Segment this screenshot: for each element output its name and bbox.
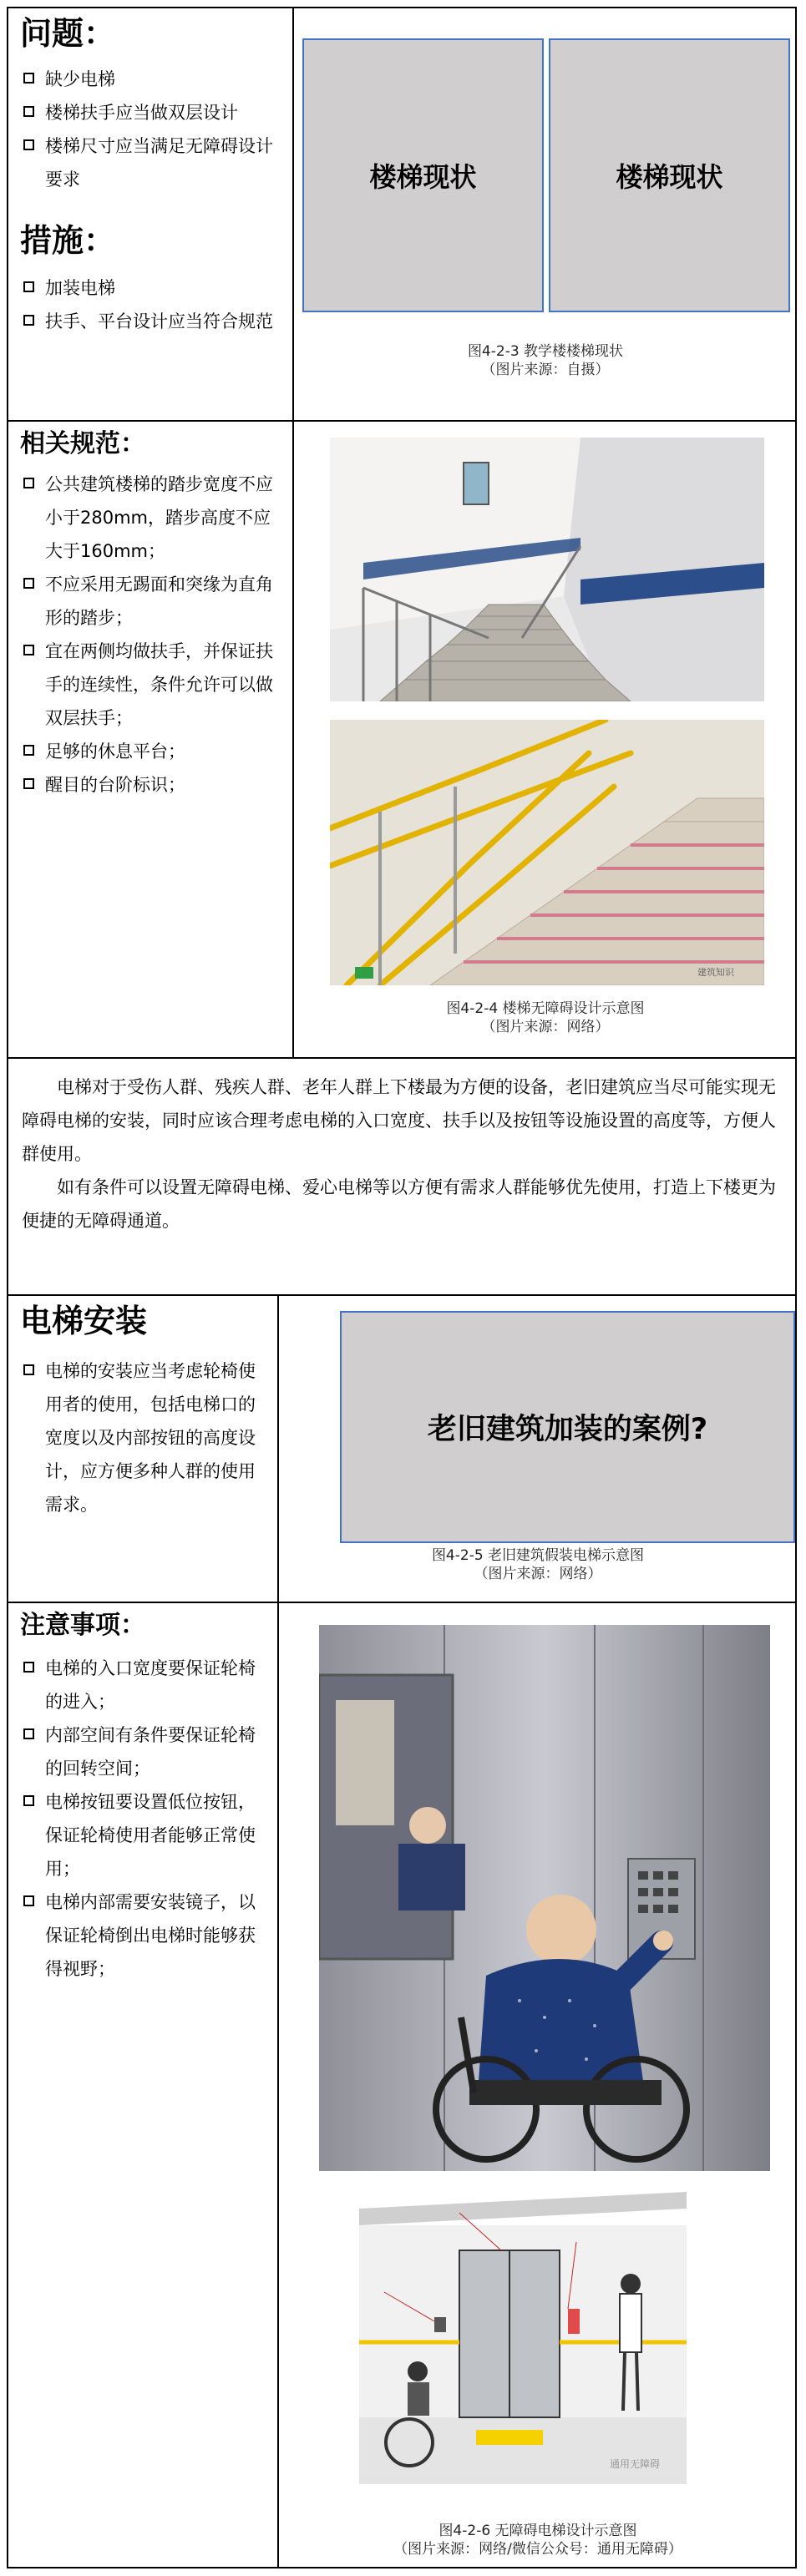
checkbox-square-icon: [23, 1728, 34, 1739]
problem-title: 问题：: [20, 15, 116, 52]
checkbox-square-icon: [23, 315, 34, 326]
install-title: 电梯安装: [20, 1303, 148, 1339]
elevator-wheelchair-photo: [319, 1625, 770, 2171]
measure-title: 措施：: [20, 222, 116, 259]
stair-photo-2: [330, 720, 764, 985]
column-divider: [277, 1294, 279, 2568]
photo-watermark: 建筑知识: [697, 967, 734, 978]
notes-title: 注意事项：: [20, 1611, 145, 1640]
list-item: 楼梯尺寸应当满足无障碍设计要求: [22, 129, 282, 196]
checkbox-square-icon: [23, 281, 34, 292]
list-item: 电梯按钮要设置低位按钮，保证轮椅使用者能够正常使用；: [22, 1785, 269, 1885]
notes-list: [22, 1652, 269, 1986]
checkbox-square-icon: [23, 1795, 34, 1806]
stair-status-placeholder-right: 楼梯现状: [549, 38, 790, 312]
list-item: 足够的休息平台；: [22, 735, 282, 768]
checkbox-square-icon: [23, 139, 34, 150]
measure-list: [22, 271, 282, 338]
list-item: 不应采用无踢面和突缘为直角形的踏步；: [22, 568, 282, 635]
retrofit-case-placeholder: 老旧建筑加装的案例?: [340, 1311, 795, 1543]
list-item: 楼梯扶手应当做双层设计: [22, 96, 282, 129]
row-divider: [7, 1602, 797, 1603]
row-divider: [7, 420, 797, 422]
row-divider: [7, 1057, 797, 1059]
regulations-list: [22, 468, 282, 802]
list-item: 宜在两侧均做扶手，并保证扶手的连续性，条件允许可以做双层扶手；: [22, 635, 282, 735]
elevator-design-diagram: [359, 2192, 687, 2484]
checkbox-square-icon: [23, 778, 34, 789]
list-item: 扶手、平台设计应当符合规范: [22, 305, 282, 338]
checkbox-square-icon: [23, 478, 34, 488]
checkbox-square-icon: [23, 745, 34, 756]
figure-caption: 图4-2-6 无障碍电梯设计示意图 （图片来源：网络/微信公众号：通用无障碍）: [393, 2523, 682, 2558]
list-item: 醒目的台阶标识；: [22, 768, 282, 802]
list-item: 电梯内部需要安装镜子，以保证轮椅倒出电梯时能够获得视野；: [22, 1885, 269, 1986]
stair-status-placeholder-left: 楼梯现状: [302, 38, 544, 312]
row-divider: [7, 1294, 797, 1296]
paragraph: 如有条件可以设置无障碍电梯、爱心电梯等以方便有需求人群能够优先使用，打造上下楼更为便捷的无障碍通道。: [22, 1177, 776, 1231]
page-frame: [7, 7, 797, 2568]
paragraph: 电梯对于受伤人群、残疾人群、老年人群上下楼最为方便的设备，老旧建筑应当尽可能实现无障碍电梯的安装，同时应该合理考虑电梯的入口宽度、扶手以及按钮等设施设置的高度等，方便人群使用。: [22, 1077, 776, 1164]
checkbox-square-icon: [23, 578, 34, 589]
checkbox-square-icon: [23, 1895, 34, 1906]
figure-caption: 图4-2-4 楼梯无障碍设计示意图 （图片来源：网络）: [446, 1000, 645, 1035]
list-item: 内部空间有条件要保证轮椅的回转空间；: [22, 1718, 269, 1785]
checkbox-square-icon: [23, 73, 34, 84]
checkbox-square-icon: [23, 645, 34, 655]
install-list: [22, 1354, 269, 1521]
stair-photo-1: [330, 438, 764, 701]
list-item: 电梯的安装应当考虑轮椅使用者的使用，包括电梯口的宽度以及内部按钮的高度设计，应方便多种人群的使用需求。: [22, 1354, 269, 1521]
diagram-watermark: 通用无障碍: [610, 2458, 661, 2470]
list-item: 电梯的入口宽度要保证轮椅的进入；: [22, 1652, 269, 1718]
list-item: 加装电梯: [22, 271, 282, 305]
regulations-title: 相关规范：: [20, 429, 145, 458]
list-item: 公共建筑楼梯的踏步宽度不应小于280mm，踏步高度不应大于160mm；: [22, 468, 282, 568]
list-item: 缺少电梯: [22, 63, 282, 96]
checkbox-square-icon: [23, 106, 34, 117]
problem-list: [22, 63, 282, 196]
figure-caption: 图4-2-5 老旧建筑假装电梯示意图 （图片来源：网络）: [431, 1547, 645, 1582]
figure-caption: 图4-2-3 教学楼楼梯现状 （图片来源：自摄）: [467, 343, 624, 378]
checkbox-square-icon: [23, 1662, 34, 1673]
checkbox-square-icon: [23, 1364, 34, 1375]
column-divider: [292, 7, 294, 1057]
